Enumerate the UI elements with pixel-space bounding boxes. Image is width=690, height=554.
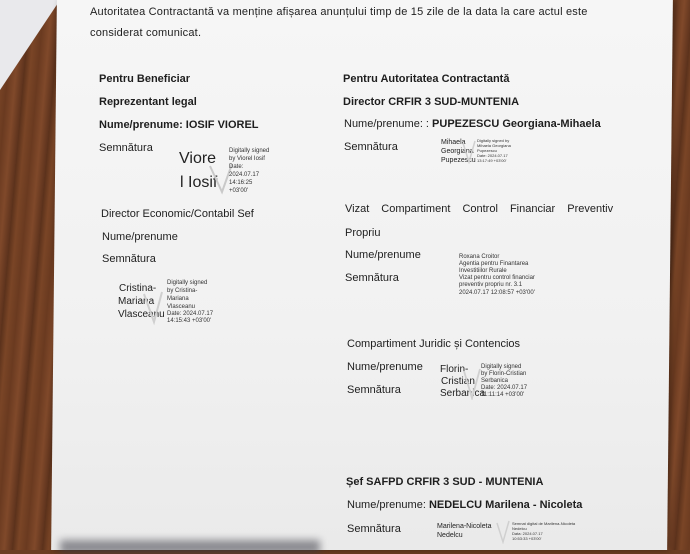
intro-line-2: considerat comunicat. <box>90 27 202 39</box>
signature-name-line: Mariana <box>118 296 155 307</box>
signature-checkmark-icon <box>463 368 481 400</box>
cfp-name-label: Nume/prenume <box>345 249 421 261</box>
safpd-name-value: NEDELCU Marilena - Nicoleta <box>428 499 583 511</box>
signature-detail-line: Date: 2024.07.17 <box>167 311 214 317</box>
economic-director-title: Director Economic/Contabil Sef <box>101 208 254 220</box>
signature-name-line: Vlasceanu <box>118 309 165 320</box>
beneficiary-signature-label: Semnătura <box>99 142 153 154</box>
signature-detail-line: 14:16:25 <box>229 180 253 186</box>
signature-detail-line: 13:17:49 +03'00' <box>477 158 507 163</box>
director-signature-label: Semnătura <box>344 141 398 153</box>
signature-name-line: Mihaela <box>441 139 466 146</box>
signature-detail-line: Digitally signed <box>481 364 522 370</box>
economic-director-name-label: Nume/prenume <box>102 231 178 243</box>
signature-name-line: Viore <box>179 150 217 167</box>
signature-detail-line: by Florin-Cristian <box>481 371 527 377</box>
signature-detail-line: Date: 2024.07.17 <box>481 385 528 391</box>
cfp-title-continued: Propriu <box>345 227 381 239</box>
beneficiary-name-line: Nume/prenume: IOSIF VIOREL <box>99 119 259 131</box>
signature-name-line: Georgiana <box>441 148 474 155</box>
signature-detail-line: Semnat digital de Marilena-Nicoleta <box>512 521 576 526</box>
legal-name-label: Nume/prenume <box>347 361 423 373</box>
director-name-label: Nume/prenume: : <box>344 118 433 130</box>
safpd-name-label: Nume/prenume: <box>347 499 429 511</box>
signature-name-line: Nedelcu <box>437 532 463 539</box>
signature-detail-line: by Viorel Iosif <box>229 156 265 162</box>
cfp-signature-label: Semnătura <box>345 272 399 284</box>
contracting-authority-heading: Pentru Autoritatea Contractantă <box>343 73 510 85</box>
signature-detail-line: Serbanica <box>481 378 509 384</box>
signature-checkmark-icon <box>462 140 476 164</box>
intro-line-1: Autoritatea Contractantă va menține afișarea anunțului timp de 15 zile de la data la care actul este <box>90 6 588 18</box>
signature-detail-line: Mariana <box>167 296 189 302</box>
signature-detail-line: Digitally signed <box>167 280 208 286</box>
signature-name-line: Pupezescu <box>441 157 476 164</box>
signature-detail-line: Investitiilor Rurale <box>459 268 507 274</box>
signature-name-line: Serbanica <box>440 388 486 399</box>
signature-name-line: Cristian <box>441 376 475 387</box>
signature-detail-line: Agentia pentru Finantarea <box>459 261 529 267</box>
signature-detail-line: Data: 2024.07.17 <box>512 531 543 536</box>
signature-name-line: Florin- <box>440 364 469 375</box>
signature-name-line: l Iosif <box>180 174 218 191</box>
safpd-name-line <box>347 499 582 511</box>
signature-detail-line: 10:53:33 +03'00' <box>512 536 542 541</box>
safpd-chief-title: Șef SAFPD CRFIR 3 SUD - MUNTENIA <box>346 476 544 488</box>
signature-detail-line: Date: 2024.07.17 <box>477 153 508 158</box>
director-name-value: PUPEZESCU Georgiana-Mihaela <box>432 118 601 130</box>
signature-detail-line: Vlasceanu <box>167 304 196 310</box>
signature-detail-line: Date: <box>229 164 244 170</box>
signature-checkmark-icon <box>496 520 510 544</box>
signature-detail-line: Nedelcu <box>512 526 527 531</box>
safpd-signature-label: Semnătura <box>347 523 401 535</box>
beneficiary-heading: Pentru Beneficiar <box>99 73 191 85</box>
signature-checkmark-icon <box>142 290 164 326</box>
signature-detail-line: 2024.07.17 <box>229 172 260 178</box>
cfp-title: Vizat Compartiment Control Financiar Preventiv <box>345 203 614 215</box>
crfir-director-heading: Director CRFIR 3 SUD-MUNTENIA <box>343 96 520 108</box>
legal-representative-heading: Reprezentant legal <box>99 96 197 108</box>
director-name-line <box>344 118 601 130</box>
signature-detail-line: 2024.07.17 12:08:57 +03'00' <box>459 290 535 296</box>
signature-detail-line: Pupezescu <box>477 148 497 153</box>
signature-detail-line: preventiv propriu nr. 3.1 <box>459 282 523 288</box>
signature-detail-line: Digitally signed by <box>477 138 510 143</box>
photo-shadow <box>60 540 320 554</box>
signature-detail-line: Digitally signed <box>229 148 270 154</box>
signature-detail-line: 11:11:14 +03'00' <box>481 392 525 398</box>
signature-detail-line: by Cristina- <box>167 288 198 294</box>
signature-name-line: Marilena-Nicoleta <box>437 523 492 530</box>
signature-name-line: Cristina- <box>119 283 157 294</box>
signature-detail-line: Roxana Croitor <box>459 254 500 260</box>
signature-detail-line: +03'00' <box>229 188 249 194</box>
legal-signature-label: Semnătura <box>347 384 401 396</box>
signature-detail-line: Vizat pentru control financiar <box>459 275 535 281</box>
signature-detail-line: Mihaela Georgiana <box>477 143 511 148</box>
legal-department-title: Compartiment Juridic și Contencios <box>347 338 521 350</box>
economic-director-signature-label: Semnătura <box>102 253 156 265</box>
signature-detail-line: 14:15:43 +03'00' <box>167 318 212 324</box>
